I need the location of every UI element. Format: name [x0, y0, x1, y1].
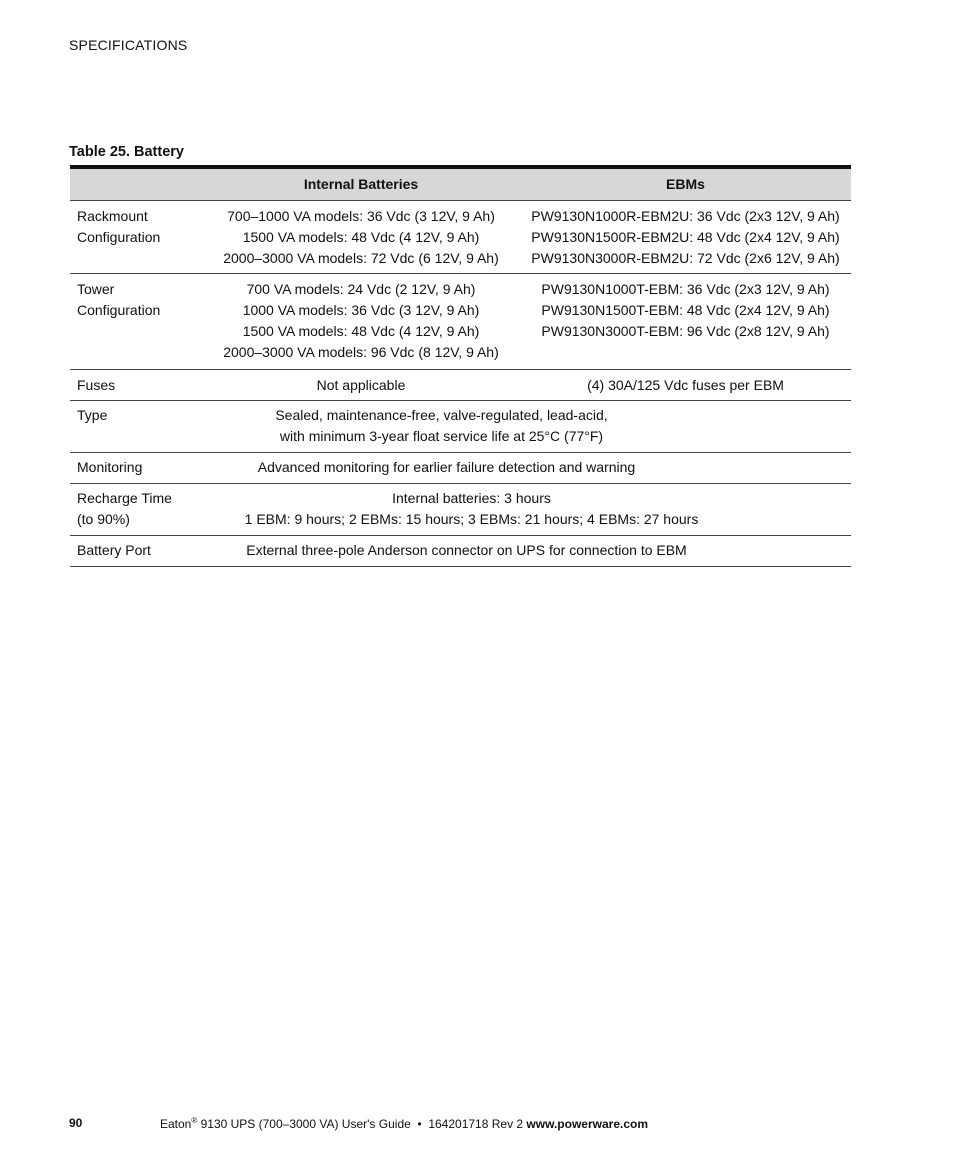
row-label: [70, 536, 202, 567]
table-row-rackmount: [70, 201, 851, 274]
ebm-cell: [520, 274, 851, 370]
footer-text: [160, 1116, 648, 1131]
cell-line: (4) 30A/125 Vdc fuses per EBM: [587, 377, 784, 393]
row-label-line: Configuration: [77, 229, 161, 245]
row-label-line: Fuses: [77, 377, 116, 393]
page-number: 90: [69, 1116, 83, 1130]
column-header-internal: Internal Batteries: [202, 167, 520, 201]
battery-spec-table: [70, 165, 851, 567]
internal-cell: [202, 201, 520, 274]
cell-line: Internal batteries: 3 hours: [392, 490, 551, 506]
row-label-line: (to 90%): [77, 511, 130, 527]
row-label-line: Battery Port: [77, 542, 151, 558]
row-label: [70, 274, 202, 370]
cell-line: Not applicable: [316, 377, 406, 393]
cell-line: PW9130N1500R-EBM2U: 48 Vdc (2x4 12V, 9 Ah): [531, 229, 840, 245]
row-label: [70, 453, 202, 484]
ebm-cell: [520, 201, 851, 274]
table-row-tower: [70, 274, 851, 370]
spanning-cell: [202, 484, 851, 536]
cell-line: External three-pole Anderson connector on UPS for connection to EBM: [246, 542, 687, 558]
footer-website: www.powerware.com: [526, 1117, 648, 1131]
spanning-cell: [202, 401, 851, 453]
cell-line: PW9130N3000T-EBM: 96 Vdc (2x8 12V, 9 Ah): [541, 323, 830, 339]
row-label: [70, 370, 202, 401]
table-title: Table 25. Battery: [69, 144, 184, 160]
section-header: SPECIFICATIONS: [69, 37, 188, 53]
cell-line: PW9130N3000R-EBM2U: 72 Vdc (2x6 12V, 9 Ah): [531, 250, 840, 266]
cell-line: 1 EBM: 9 hours; 2 EBMs: 15 hours; 3 EBMs: 21 hours; 4 EBMs: 27 hours: [244, 511, 699, 527]
table-row-battery-port: [70, 536, 851, 567]
footer-brand: Eaton: [160, 1117, 192, 1131]
table-row-monitoring: [70, 453, 851, 484]
cell-line: PW9130N1000R-EBM2U: 36 Vdc (2x3 12V, 9 Ah): [531, 208, 840, 224]
row-label-line: Monitoring: [77, 459, 143, 475]
footer-guide: 9130 UPS (700–3000 VA) User's Guide • 164201718 Rev 2: [197, 1117, 527, 1131]
ebm-cell: [520, 370, 851, 401]
registered-mark: ®: [191, 1116, 198, 1125]
table-row-type: [70, 401, 851, 453]
row-label-line: Recharge Time: [77, 490, 172, 506]
spanning-cell: [202, 453, 851, 484]
cell-line: 1500 VA models: 48 Vdc (4 12V, 9 Ah): [242, 323, 480, 339]
row-label-line: Type: [77, 407, 108, 423]
internal-cell: [202, 370, 520, 401]
row-label: [70, 401, 202, 453]
column-header-label: [70, 167, 202, 201]
spanning-cell: [202, 536, 851, 567]
row-label: [70, 484, 202, 536]
internal-cell: [202, 274, 520, 370]
cell-line: with minimum 3-year float service life at 25°C (77°F): [279, 428, 604, 444]
cell-line: PW9130N1500T-EBM: 48 Vdc (2x4 12V, 9 Ah): [541, 302, 830, 318]
table-row-fuses: [70, 370, 851, 401]
cell-line: 2000–3000 VA models: 72 Vdc (6 12V, 9 Ah): [223, 250, 499, 266]
cell-line: 2000–3000 VA models: 96 Vdc (8 12V, 9 Ah): [223, 344, 499, 360]
cell-line: Advanced monitoring for earlier failure detection and warning: [257, 459, 636, 475]
cell-line: 1000 VA models: 36 Vdc (3 12V, 9 Ah): [242, 302, 480, 318]
cell-line: 700 VA models: 24 Vdc (2 12V, 9 Ah): [246, 281, 476, 297]
row-label-line: Configuration: [77, 302, 161, 318]
cell-line: 700–1000 VA models: 36 Vdc (3 12V, 9 Ah): [227, 208, 495, 224]
row-label-line: Rackmount: [77, 208, 148, 224]
row-label: [70, 201, 202, 274]
cell-line: PW9130N1000T-EBM: 36 Vdc (2x3 12V, 9 Ah): [541, 281, 830, 297]
cell-line: 1500 VA models: 48 Vdc (4 12V, 9 Ah): [242, 229, 480, 245]
row-label-line: Tower: [77, 281, 115, 297]
table-header-row: [70, 167, 851, 201]
table-row-recharge-time: [70, 484, 851, 536]
column-header-ebm: EBMs: [520, 167, 851, 201]
cell-line: Sealed, maintenance-free, valve-regulated, lead-acid,: [275, 407, 608, 423]
